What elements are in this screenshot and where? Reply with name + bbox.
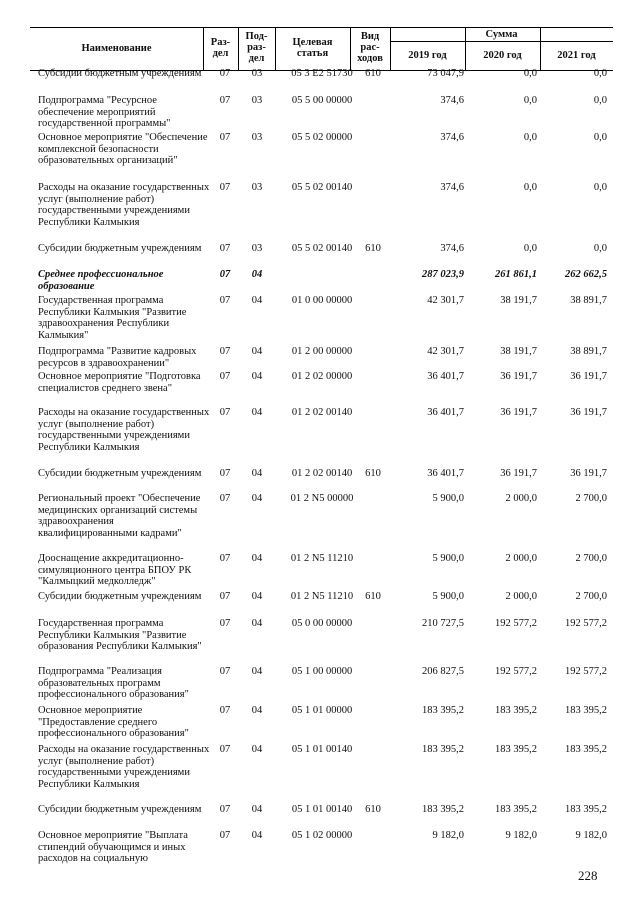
cell-sec: 07 — [219, 371, 231, 382]
cell-y3: 0,0 — [593, 132, 607, 143]
cell-y2: 36 191,7 — [500, 407, 537, 418]
cell-y3: 36 191,7 — [570, 468, 607, 479]
cell-art: 05 1 01 00140 — [291, 804, 353, 815]
cell-art: 01 2 02 00000 — [291, 371, 353, 382]
cell-y2: 2 000,0 — [505, 553, 537, 564]
cell-name: Основное мероприятие "Обеспечение комплексной безопасности образовательных организаций" — [38, 132, 208, 166]
cell-art: 05 5 02 00140 — [291, 243, 353, 254]
header-year-2020: 2020 год — [483, 50, 522, 61]
cell-sec: 07 — [219, 346, 231, 357]
cell-sec: 07 — [219, 618, 231, 629]
header-subsection: Под- раз- дел — [245, 31, 268, 64]
cell-art: 01 0 00 00000 — [291, 295, 353, 306]
cell-sub: 04 — [251, 407, 263, 418]
cell-name: Субсидии бюджетным учреждениям — [38, 591, 202, 602]
cell-y3: 2 700,0 — [575, 591, 607, 602]
cell-sec: 07 — [219, 804, 231, 815]
cell-name: Субсидии бюджетным учреждениям — [38, 243, 202, 254]
cell-y2: 192 577,2 — [495, 666, 537, 677]
cell-y2: 38 191,7 — [500, 346, 537, 357]
cell-y3: 38 891,7 — [570, 346, 607, 357]
cell-sub: 04 — [251, 346, 263, 357]
cell-sec: 07 — [219, 705, 231, 716]
cell-y2: 36 191,7 — [500, 371, 537, 382]
cell-name: Расходы на оказание государственных услуг (выполнение работ) государственными учреждениями Республики Калмыкия — [38, 182, 210, 228]
cell-y1: 5 900,0 — [432, 591, 464, 602]
cell-y1: 374,6 — [440, 243, 464, 254]
cell-sec: 07 — [219, 182, 231, 193]
cell-y3: 38 891,7 — [570, 295, 607, 306]
cell-sub: 03 — [251, 95, 263, 106]
cell-y2: 9 182,0 — [505, 830, 537, 841]
cell-art: 05 1 01 00000 — [291, 705, 353, 716]
cell-name: Государственная программа Республики Калмыкия "Развитие образования Республики Калмыкия" — [38, 618, 202, 652]
cell-y2: 0,0 — [523, 132, 537, 143]
cell-sec: 07 — [219, 243, 231, 254]
cell-y2: 0,0 — [523, 68, 537, 79]
cell-name: Субсидии бюджетным учреждениям — [38, 468, 202, 479]
cell-sec: 07 — [219, 132, 231, 143]
cell-sec: 07 — [219, 269, 231, 280]
cell-y2: 261 861,1 — [495, 269, 537, 280]
cell-y2: 0,0 — [523, 243, 537, 254]
cell-y3: 183 395,2 — [565, 705, 607, 716]
cell-y2: 183 395,2 — [495, 705, 537, 716]
cell-y1: 36 401,7 — [427, 468, 464, 479]
header-article: Целевая статья — [292, 37, 333, 59]
cell-sec: 07 — [219, 407, 231, 418]
cell-y2: 183 395,2 — [495, 804, 537, 815]
cell-sub: 04 — [251, 295, 263, 306]
cell-y1: 183 395,2 — [422, 744, 464, 755]
cell-y2: 36 191,7 — [500, 468, 537, 479]
cell-sec: 07 — [219, 95, 231, 106]
cell-y3: 9 182,0 — [575, 830, 607, 841]
cell-sub: 04 — [251, 591, 263, 602]
cell-y1: 5 900,0 — [432, 553, 464, 564]
cell-y3: 183 395,2 — [565, 744, 607, 755]
cell-y1: 374,6 — [440, 132, 464, 143]
cell-sub: 04 — [251, 371, 263, 382]
header-expense-type: Вид рас- ходов — [357, 31, 383, 64]
cell-art: 01 2 02 00140 — [291, 407, 353, 418]
cell-y1: 210 727,5 — [422, 618, 464, 629]
cell-art: 05 1 00 00000 — [291, 666, 353, 677]
cell-y2: 38 191,7 — [500, 295, 537, 306]
cell-y3: 262 662,5 — [565, 269, 607, 280]
cell-y3: 36 191,7 — [570, 371, 607, 382]
cell-sub: 04 — [251, 705, 263, 716]
cell-y3: 0,0 — [593, 95, 607, 106]
cell-vid: 610 — [365, 804, 381, 815]
cell-sub: 04 — [251, 468, 263, 479]
cell-y2: 192 577,2 — [495, 618, 537, 629]
cell-y1: 36 401,7 — [427, 371, 464, 382]
cell-y1: 287 023,9 — [422, 269, 464, 280]
header-section: Раз- дел — [210, 37, 231, 59]
cell-y3: 192 577,2 — [565, 666, 607, 677]
cell-sec: 07 — [219, 830, 231, 841]
cell-sec: 07 — [219, 553, 231, 564]
cell-name: Основное мероприятие "Предоставление среднего профессионального образования" — [38, 705, 189, 739]
cell-y1: 42 301,7 — [427, 295, 464, 306]
cell-name: Подпрограмма "Реализация образовательных программ профессионального образования" — [38, 666, 189, 700]
cell-sub: 04 — [251, 804, 263, 815]
cell-name: Расходы на оказание государственных услуг (выполнение работ) государственными учреждениями Республики Калмыкия — [38, 744, 210, 790]
header-sum: Сумма — [485, 29, 518, 40]
cell-art: 01 2 00 00000 — [291, 346, 353, 357]
cell-sec: 07 — [219, 666, 231, 677]
cell-art: 01 2 N5 11210 — [290, 591, 354, 602]
cell-vid: 610 — [365, 68, 381, 79]
cell-sub: 04 — [251, 553, 263, 564]
cell-y3: 192 577,2 — [565, 618, 607, 629]
cell-name: Дооснащение аккредитационно-симуляционного центра БПОУ РК "Калмыцкий медколледж" — [38, 553, 192, 587]
cell-y3: 2 700,0 — [575, 493, 607, 504]
cell-art: 05 5 02 00140 — [291, 182, 353, 193]
cell-art: 05 5 00 00000 — [291, 95, 353, 106]
cell-vid: 610 — [365, 591, 381, 602]
cell-y1: 183 395,2 — [422, 804, 464, 815]
cell-sub: 04 — [251, 666, 263, 677]
cell-y2: 0,0 — [523, 95, 537, 106]
cell-name: Подпрограмма "Развитие кадровых ресурсов в здравоохранении" — [38, 346, 197, 369]
cell-sec: 07 — [219, 591, 231, 602]
cell-y1: 9 182,0 — [432, 830, 464, 841]
cell-name: Субсидии бюджетным учреждениям — [38, 804, 202, 815]
cell-y3: 0,0 — [593, 68, 607, 79]
cell-name: Основное мероприятие "Выплата стипендий обучающимся и иных расходов на социальную — [38, 830, 188, 864]
cell-sub: 04 — [251, 269, 263, 280]
cell-y1: 73 047,9 — [427, 68, 464, 79]
cell-y3: 36 191,7 — [570, 407, 607, 418]
header-name: Наименование — [81, 43, 152, 54]
cell-name: Основное мероприятие "Подготовка специалистов среднего звена" — [38, 371, 201, 394]
cell-y3: 0,0 — [593, 243, 607, 254]
cell-y3: 183 395,2 — [565, 804, 607, 815]
cell-art: 01 2 02 00140 — [291, 468, 353, 479]
cell-name: Государственная программа Республики Калмыкия "Развитие здравоохранения Республики Калмыкия" — [38, 295, 187, 341]
cell-sub: 03 — [251, 132, 263, 143]
cell-y3: 2 700,0 — [575, 553, 607, 564]
cell-sec: 07 — [219, 744, 231, 755]
cell-y1: 374,6 — [440, 182, 464, 193]
cell-sec: 07 — [219, 493, 231, 504]
cell-name: Среднее профессиональное образование — [38, 269, 164, 292]
cell-y2: 0,0 — [523, 182, 537, 193]
header-year-2019: 2019 год — [408, 50, 447, 61]
cell-y1: 5 900,0 — [432, 493, 464, 504]
cell-art: 05 1 02 00000 — [291, 830, 353, 841]
cell-y1: 42 301,7 — [427, 346, 464, 357]
cell-y1: 206 827,5 — [422, 666, 464, 677]
cell-art: 01 2 N5 11210 — [290, 553, 354, 564]
cell-sec: 07 — [219, 468, 231, 479]
page-number: 228 — [578, 868, 598, 883]
cell-y1: 374,6 — [440, 95, 464, 106]
cell-art: 05 1 01 00140 — [291, 744, 353, 755]
cell-y2: 2 000,0 — [505, 493, 537, 504]
cell-art: 05 0 00 00000 — [291, 618, 353, 629]
cell-sub: 03 — [251, 68, 263, 79]
cell-sub: 03 — [251, 243, 263, 254]
cell-name: Региональный проект "Обеспечение медицинских организаций системы здравоохранения квалифицированными кадрами" — [38, 493, 201, 539]
cell-vid: 610 — [365, 243, 381, 254]
cell-name: Субсидии бюджетным учреждениям — [38, 68, 202, 79]
cell-y2: 2 000,0 — [505, 591, 537, 602]
cell-vid: 610 — [365, 468, 381, 479]
cell-sub: 04 — [251, 830, 263, 841]
cell-sub: 03 — [251, 182, 263, 193]
cell-y3: 0,0 — [593, 182, 607, 193]
cell-y2: 183 395,2 — [495, 744, 537, 755]
cell-sub: 04 — [251, 493, 263, 504]
cell-y1: 183 395,2 — [422, 705, 464, 716]
cell-sub: 04 — [251, 744, 263, 755]
cell-sec: 07 — [219, 295, 231, 306]
cell-name: Подпрограмма "Ресурсное обеспечение мероприятий государственной программы" — [38, 95, 171, 129]
header-year-2021: 2021 год — [557, 50, 596, 61]
cell-y1: 36 401,7 — [427, 407, 464, 418]
cell-art: 01 2 N5 00000 — [290, 493, 354, 504]
cell-art: 05 3 E2 51730 — [291, 68, 353, 79]
cell-sub: 04 — [251, 618, 263, 629]
cell-name: Расходы на оказание государственных услуг (выполнение работ) государственными учреждениями Республики Калмыкия — [38, 407, 210, 453]
cell-sec: 07 — [219, 68, 231, 79]
cell-art: 05 5 02 00000 — [291, 132, 353, 143]
